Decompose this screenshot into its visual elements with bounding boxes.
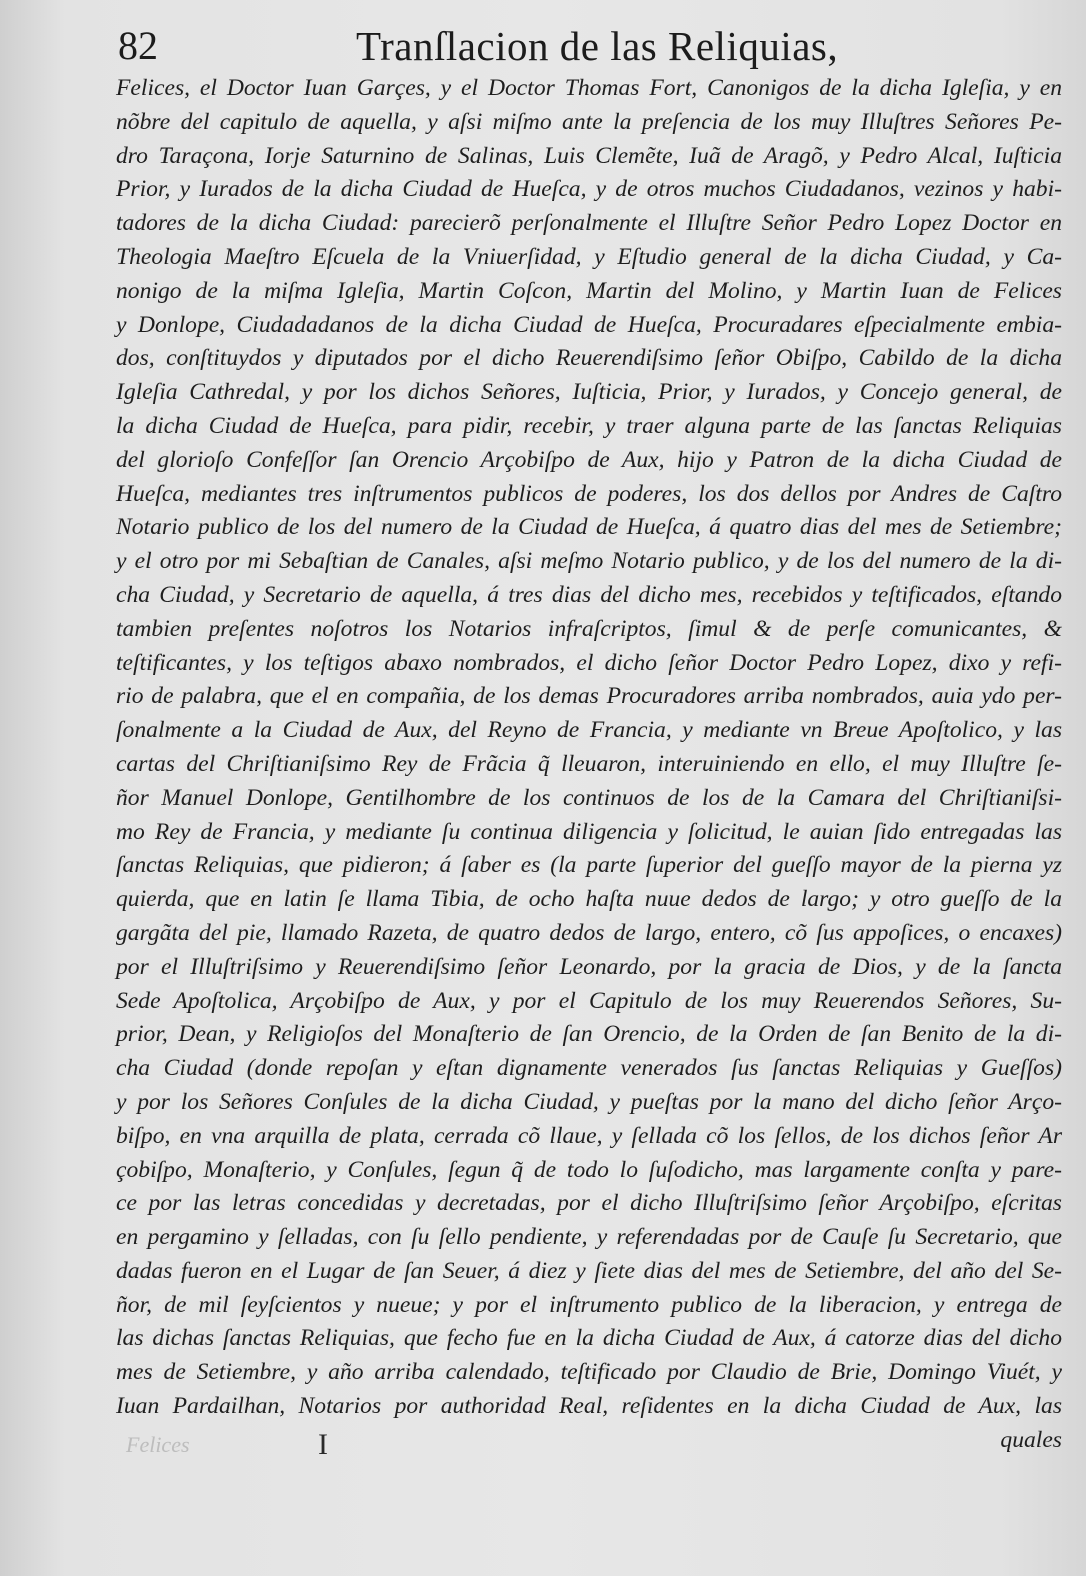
text-line: Notario publico de los del numero de la Ciudad de Hueſca, á quatro dias del mes de Setiembre; — [116, 514, 1062, 541]
text-line: ce por las letras concedidas y decretadas, por el dicho Illuſtriſsimo ſeñor Arçobiſpo, eſcritas — [116, 1190, 1062, 1217]
text-line: las dichas ſanctas Reliquias, que fecho fue en la dicha Ciudad de Aux, á catorze dias del dicho — [116, 1325, 1062, 1352]
text-line: dadas fueron en el Lugar de ſan Seuer, á diez y ſiete dias del mes de Setiembre, del año del Se- — [116, 1257, 1062, 1284]
text-line: del glorioſo Confeſſor ſan Orencio Arçobiſpo de Aux, hijo y Patron de la dicha Ciudad de — [116, 446, 1062, 473]
text-line: mes de Setiembre, y año arriba calendado, teſtificado por Claudio de Brie, Domingo Viuét, y — [116, 1359, 1062, 1386]
text-line: ſonalmente a la Ciudad de Aux, del Reyno de Francia, y mediante vn Breue Apoſtolico, y las — [116, 717, 1062, 744]
text-line: nõbre del capitulo de aquella, y aſsi miſmo ante la preſencia de los muy Illuſtres Señores Pe- — [116, 108, 1062, 135]
text-line: por el Illuſtriſsimo y Reuerendiſsimo ſeñor Leonardo, por la gracia de Dios, y de la ſancta — [116, 953, 1062, 980]
text-line: y Donlope, Ciudadadanos de la dicha Ciudad de Hueſca, Procuradares eſpecialmente embia- — [116, 311, 1062, 338]
text-line: cartas del Chriſtianiſsimo Rey de Frãcia q̃ lleuaron, interuiniendo en ello, el muy Illuſtre ſe- — [116, 750, 1062, 777]
text-line: tadores de la dicha Ciudad: parecierõ perſonalmente el Illuſtre Señor Pedro Lopez Doctor en — [116, 210, 1062, 237]
text-line: gargãta del pie, llamado Razeta, de quatro dedos de largo, entero, cõ ſus appoſices, o encaxes) — [116, 919, 1062, 946]
text-line: y por los Señores Conſules de la dicha Ciudad, y pueſtas por la mano del dicho ſeñor Arço- — [116, 1088, 1062, 1115]
footer — [118, 1424, 368, 1464]
text-line: Prior, y Iurados de la dicha Ciudad de Hueſca, y de otros muchos Ciudadanos, vezinos y habi- — [116, 176, 1062, 203]
text-line: Felices, el Doctor Iuan Garçes, y el Doctor Thomas Fort, Canonigos de la dicha Igleſia, y en — [116, 75, 1062, 101]
text-line: y el otro por mi Sebaſtian de Canales, aſsi meſmo Notario publico, y de los del numero de la di- — [116, 548, 1062, 575]
catchword: quales — [1000, 1426, 1062, 1453]
text-line: dro Taraçona, Iorje Saturnino de Salinas, Luis Clemẽte, Iuã de Aragõ, y Pedro Alcal, Iuſticia — [116, 142, 1062, 169]
text-line: Igleſia Cathredal, y por los dichos Señores, Iuſticia, Prior, y Iurados, y Concejo general, de — [116, 379, 1062, 406]
text-line: biſpo, en vna arquilla de plata, cerrada cõ llaue, y ſellada cõ los ſellos, de los dichos ſeñor Ar — [116, 1122, 1062, 1149]
text-line: teſtificantes, y los teſtigos abaxo nombrados, el dicho ſeñor Doctor Pedro Lopez, dixo y refi- — [116, 649, 1062, 676]
text-line: çobiſpo, Monaſterio, y Conſules, ſegun q̃ de todo lo ſuſodicho, mas largamente conſta y pare- — [116, 1156, 1062, 1183]
text-line: mo Rey de Francia, y mediante ſu continua diligencia y ſolicitud, le auian ſido entregadas las — [116, 818, 1062, 845]
text-line: Hueſca, mediantes tres inſtrumentos publicos de poderes, los dos dellos por Andres de Caſtro — [116, 480, 1062, 507]
text-line: la dicha Ciudad de Hueſca, para pidir, recebir, y traer alguna parte de las ſanctas Reliquias — [116, 412, 1062, 439]
running-title: Tranſlacion de las Reliquias, — [356, 23, 839, 69]
text-line: prior, Dean, y Religioſos del Monaſterio de ſan Orencio, de la Orden de ſan Benito de la di- — [116, 1021, 1062, 1048]
text-line: rio de palabra, que el en compañia, de los demas Procuradores arriba nombrados, auia ydo per- — [116, 683, 1062, 710]
text-line: nonigo de la miſma Igleſia, Martin Coſcon, Martin del Molino, y Martin Iuan de Felices — [116, 277, 1062, 304]
text-line: ñor, de mil ſeyſcientos y nueue; y por el inſtrumento publico de la liberacion, y entrega de — [116, 1291, 1062, 1318]
text-line: Sede Apoſtolica, Arçobiſpo de Aux, y por el Capitulo de los muy Reuerendos Señores, Su- — [116, 987, 1062, 1014]
body-text — [116, 72, 1062, 1458]
text-line: cha Ciudad (donde repoſan y eſtan dignamente venerados ſus ſanctas Reliquias y Gueſſos) — [116, 1055, 1062, 1082]
text-line: dos, conſtituydos y diputados por el dicho Reuerendiſsimo ſeñor Obiſpo, Cabildo de la dicha — [116, 345, 1062, 372]
text-line: ſanctas Reliquias, que pidieron; á ſaber es (la parte ſuperior del gueſſo mayor de la pierna yz — [116, 852, 1062, 879]
text-line: ñor Manuel Donlope, Gentilhombre de los continuos de los de la Camara del Chriſtianiſsi- — [116, 784, 1062, 811]
text-line: quierda, que en latin ſe llama Tibia, de ocho haſta nuue dedos de largo; y otro gueſſo de la — [116, 886, 1062, 913]
text-line: cha Ciudad, y Secretario de aquella, á tres dias del dicho mes, recebidos y teſtificados, eſtando — [116, 581, 1062, 608]
signature-mark: I — [318, 1428, 328, 1461]
bleed-through-text: Felices — [126, 1432, 190, 1457]
text-line: tambien preſentes noſotros los Notarios infraſcriptos, ſimul & de perſe comunicantes, & — [116, 615, 1062, 642]
text-line: en pergamino y ſelladas, con ſu ſello pendiente, y referendadas por de Cauſe ſu Secretario, que — [116, 1224, 1062, 1251]
page-header — [0, 14, 1086, 74]
text-line: Iuan Pardailhan, Notarios por authoridad Real, reſidentes en la dicha Ciudad de Aux, las — [116, 1393, 1062, 1420]
page-number: 82 — [118, 23, 158, 68]
text-line: Theologia Maeſtro Eſcuela de la Vniuerſidad, y Eſtudio general de la dicha Ciudad, y Ca- — [116, 243, 1062, 270]
